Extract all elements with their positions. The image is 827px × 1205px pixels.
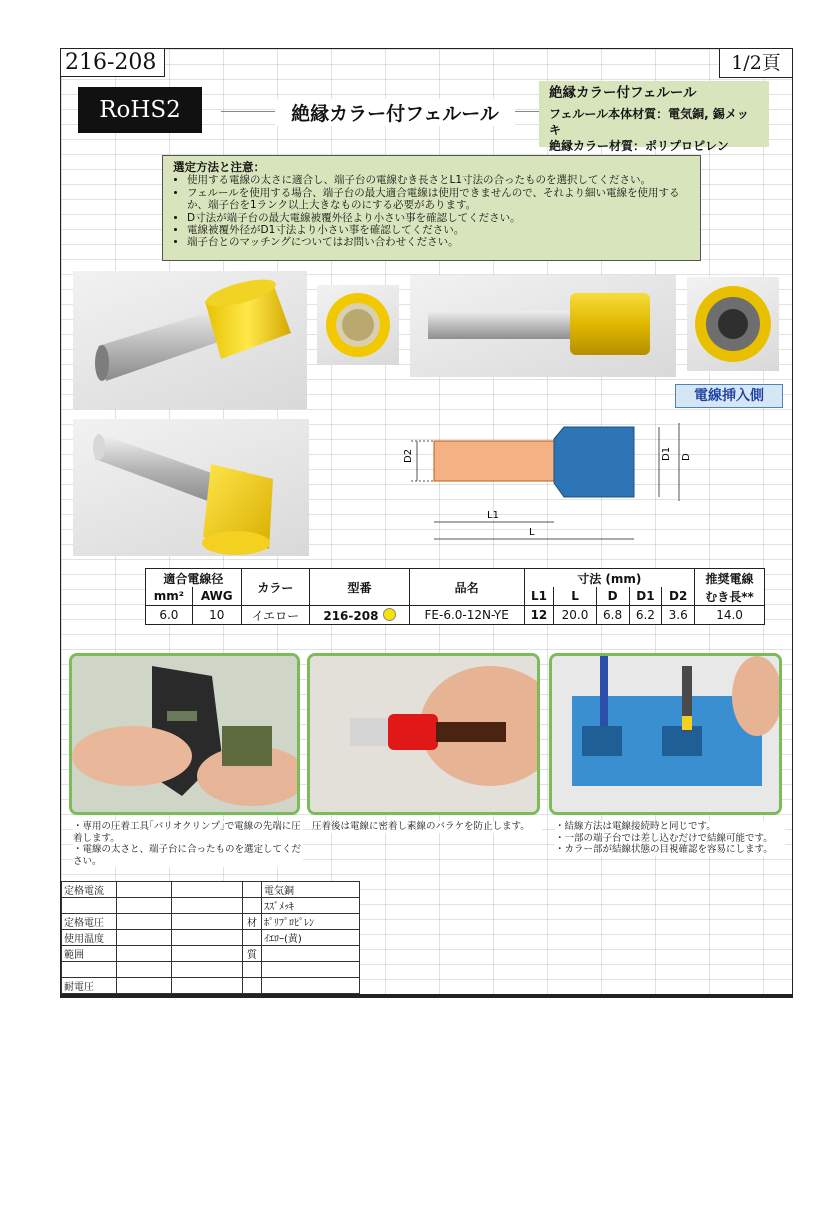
caption-line: ・専用の圧着工具｢バリオクリンプ｣で電線の先端に圧着します。 — [73, 821, 301, 844]
properties-table — [61, 881, 360, 994]
th-d: D — [596, 587, 629, 606]
caption-line: ・結線方法は電線接続時と同じです。 — [555, 821, 716, 832]
caption-line: ・カラー部が結線状態の目視確認を容易にします。 — [555, 844, 773, 855]
ferrule-photo-endview — [317, 285, 399, 365]
cell-l: 20.0 — [554, 606, 596, 625]
cell-strip: 14.0 — [695, 606, 765, 625]
material-2: ｽｽﾞﾒｯｷ — [262, 898, 360, 914]
color-swatch-icon — [383, 608, 396, 621]
note-item: • 端子台とのマッチングについてはお問い合わせください。 — [187, 236, 690, 248]
ferrule-photo-collar — [73, 419, 309, 556]
label-rated-current: 定格電流 — [62, 882, 117, 898]
bottom-rule — [61, 994, 792, 997]
caption-terminal — [555, 821, 785, 856]
page-title: 絶縁カラー付フェルール — [275, 99, 515, 126]
label-d: D — [681, 453, 692, 461]
usage-photo-terminal-block — [549, 653, 782, 815]
note-item: • フェルールを使用する場合、端子台の最大適合電線は使用できませんので、それより細い電線を使用するか、端子台を1ランク以上大きなものにする必要があります。 — [187, 187, 690, 212]
part-text: 216-208 — [323, 608, 379, 623]
label-withstand: 耐電圧 — [62, 978, 117, 994]
material-1: 電気銅 — [262, 882, 360, 898]
note-item: • D寸法が端子台の最大電線被覆外径より小さい事を確認してください。 — [187, 212, 690, 224]
th-d1: D1 — [629, 587, 662, 606]
th-mm2: mm² — [146, 587, 193, 606]
part-number: 216-208 — [61, 49, 165, 77]
materials-heading: 絶縁カラー付フェルール — [549, 85, 697, 101]
caption-line: ・電線の太さと、端子台に合ったものを選定してください。 — [73, 844, 302, 867]
cell-color: イエロー — [241, 606, 310, 625]
cell-d: 6.8 — [596, 606, 629, 625]
material-label-2: 質 — [243, 946, 262, 962]
wire-insert-side-label: 電線挿入側 — [675, 384, 783, 408]
material-3: ﾎﾟﾘﾌﾟﾛﾋﾟﾚﾝ — [262, 914, 360, 930]
dimension-diagram — [399, 419, 699, 549]
th-l1: L1 — [524, 587, 554, 606]
ferrule-photo-angled — [73, 271, 307, 409]
table-row — [146, 606, 765, 625]
collar-material: 絶縁カラー材質：ポリプロピレン — [549, 139, 729, 153]
spec-table — [145, 568, 765, 625]
caption-crimp — [73, 821, 303, 867]
th-strip-2: むき長** — [695, 587, 765, 606]
cell-name: FE-6.0-12N-YE — [409, 606, 524, 625]
cell-mm2: 6.0 — [146, 606, 193, 625]
cell-d2: 3.6 — [662, 606, 695, 625]
th-color: カラー — [241, 569, 310, 606]
rohs-badge: RoHS2 — [78, 87, 202, 133]
th-part: 型番 — [310, 569, 410, 606]
caption-line: 圧着後は電線に密着し素線のバラケを防止します。 — [312, 821, 530, 832]
label-l1: L1 — [487, 510, 499, 521]
page-indicator: 1/2頁 — [719, 49, 792, 78]
caption-crimped — [312, 821, 542, 833]
label-d1: D1 — [661, 446, 672, 461]
body-material: フェルール本体材質：電気銅, 錫メッキ — [549, 107, 749, 137]
th-dims: 寸法 (mm) — [524, 569, 695, 588]
material-label-1: 材 — [243, 914, 262, 930]
usage-photo-crimp-tool — [69, 653, 300, 815]
ferrule-photo-insert-side — [687, 277, 779, 371]
label-l: L — [529, 527, 535, 538]
th-l: L — [554, 587, 596, 606]
label-rated-voltage: 定格電圧 — [62, 914, 117, 930]
materials-box — [539, 81, 769, 153]
cell-part — [310, 606, 410, 625]
selection-heading: 選定方法と注意： — [173, 160, 265, 174]
label-range: 範囲 — [62, 946, 117, 962]
material-4: ｲｴﾛｰ(黄) — [262, 930, 360, 946]
cell-d1: 6.2 — [629, 606, 662, 625]
note-item: • 電線被覆外径がD1寸法より小さい事を確認してください。 — [187, 224, 690, 236]
caption-line: ・一部の端子台では差し込むだけで結線可能です。 — [555, 832, 773, 844]
selection-notes — [162, 155, 701, 261]
ferrule-photo-side — [410, 275, 676, 377]
cell-l1: 12 — [524, 606, 554, 625]
th-d2: D2 — [662, 587, 695, 606]
note-item: • 使用する電線の太さに適合し、端子台の電線むき長さとL1寸法の合ったものを選択してください。 — [187, 174, 690, 186]
label-temp: 使用温度 — [62, 930, 117, 946]
label-d2: D2 — [403, 448, 414, 463]
th-wire: 適合電線径 — [146, 569, 242, 588]
datasheet — [60, 48, 793, 998]
th-awg: AWG — [192, 587, 241, 606]
th-strip-1: 推奨電線 — [695, 569, 765, 588]
th-name: 品名 — [409, 569, 524, 606]
cell-awg: 10 — [192, 606, 241, 625]
usage-photo-crimped-ferrule — [307, 653, 540, 815]
